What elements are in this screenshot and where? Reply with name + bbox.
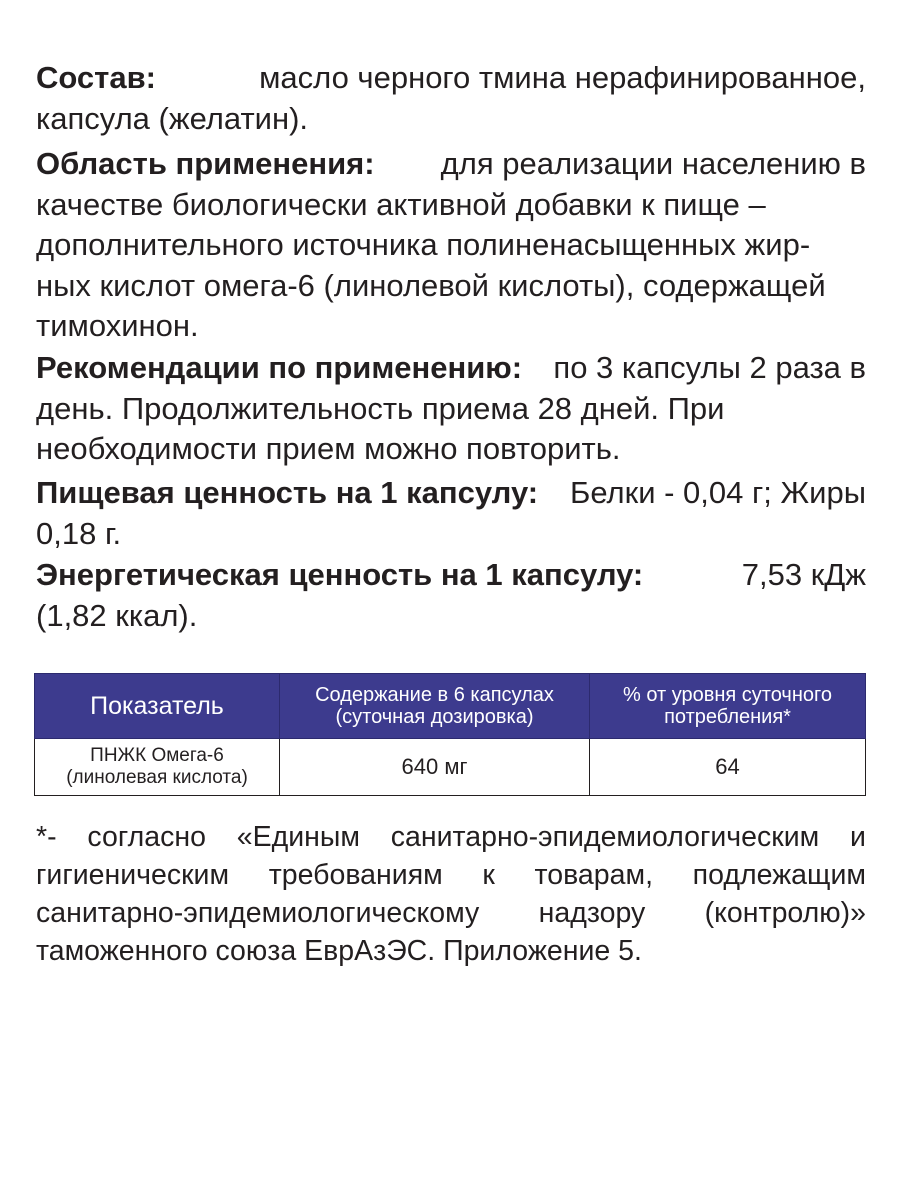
table-row — [35, 739, 866, 796]
footnote-word: и — [850, 821, 866, 853]
table-header-percent-line-2: потребления* — [664, 706, 791, 728]
table-header-content — [280, 674, 590, 739]
application-text-4: ных кислот омега-6 (линолевой кислоты), содержащей — [36, 267, 826, 303]
footnote-word: *- — [36, 821, 57, 853]
footnote-word: «Единым — [236, 821, 360, 853]
footnote-line-2 — [36, 856, 866, 894]
energy-value-text-2: (1,82 ккал). — [36, 597, 198, 633]
application-text-3: дополнительного источника полиненасыщенных жир- — [36, 227, 811, 262]
recommendations-text-1: по 3 капсулы 2 раза в — [553, 350, 866, 385]
table-header-percent-line-1: % от уровня суточного — [622, 684, 832, 706]
application-area-section — [36, 144, 866, 347]
composition-text-1: масло черного тмина нерафинированное, — [259, 60, 866, 95]
footnote-line-4: таможенного союза ЕврАзЭС. Приложение 5. — [36, 935, 642, 967]
table-cell-percent: 64 — [590, 739, 866, 796]
nutrition-value-label: Пищевая ценность на 1 капсулу: — [36, 475, 539, 510]
energy-value-section — [36, 555, 866, 636]
footnote-word: подлежащим — [692, 859, 866, 891]
footnote-word: санитарно-эпидемиологическому — [36, 897, 480, 929]
footnote-word: к — [482, 859, 495, 891]
nutrition-value-section — [36, 473, 866, 554]
table-header-content-line-2: (суточная дозировка) — [335, 706, 534, 728]
table-cell-amount: 640 мг — [280, 739, 590, 796]
recommendations-section — [36, 348, 866, 470]
nutrition-value-line-1 — [36, 473, 866, 514]
recommendations-line-1 — [36, 348, 866, 389]
table-cell-indicator — [35, 739, 280, 796]
nutrition-value-text-2: 0,18 г. — [36, 515, 122, 551]
footnote-word: (контролю)» — [704, 897, 866, 929]
composition-text-2: капсула (желатин). — [36, 100, 309, 136]
application-text-2: качестве биологически активной добавки к пище – — [36, 186, 766, 222]
composition-line-1 — [36, 58, 866, 99]
energy-value-text-1: 7,53 кДж — [741, 557, 866, 592]
application-label: Область применения: — [36, 146, 375, 181]
footnote-word: требованиям — [268, 859, 443, 891]
composition-section — [36, 58, 866, 139]
application-text-1: для реализации населению в — [440, 146, 866, 181]
recommendations-text-2: день. Продолжительность приема 28 дней. При — [36, 390, 725, 426]
indicator-name-line-2: (линолевая кислота) — [66, 767, 248, 788]
recommendations-text-3: необходимости прием можно повторить. — [36, 431, 621, 466]
table-header-indicator: Показатель — [35, 674, 280, 739]
energy-value-label: Энергетическая ценность на 1 капсулу: — [36, 557, 644, 592]
table-header-content-line-1: Содержание в 6 капсулах — [315, 684, 554, 706]
footnote-word: надзору — [538, 897, 646, 929]
table-header-percent — [590, 674, 866, 739]
application-line-1 — [36, 144, 866, 185]
indicator-name-line-1: ПНЖК Омега-6 — [90, 745, 224, 766]
composition-label: Состав: — [36, 60, 156, 95]
nutrition-value-text-1: Белки - 0,04 г; Жиры — [569, 475, 866, 510]
nutrition-table — [34, 673, 866, 796]
application-text-5: тимохинон. — [36, 308, 199, 343]
table-header-row — [35, 674, 866, 739]
footnote-line-3 — [36, 894, 866, 932]
energy-value-line-1 — [36, 555, 866, 596]
footnote — [36, 818, 866, 970]
recommendations-label: Рекомендации по применению: — [36, 350, 523, 385]
footnote-line-1 — [36, 818, 866, 856]
footnote-word: согласно — [87, 821, 206, 853]
footnote-word: товарам, — [534, 859, 653, 891]
footnote-word: санитарно-эпидемиологическим — [390, 821, 820, 853]
footnote-word: гигиеническим — [36, 859, 230, 891]
